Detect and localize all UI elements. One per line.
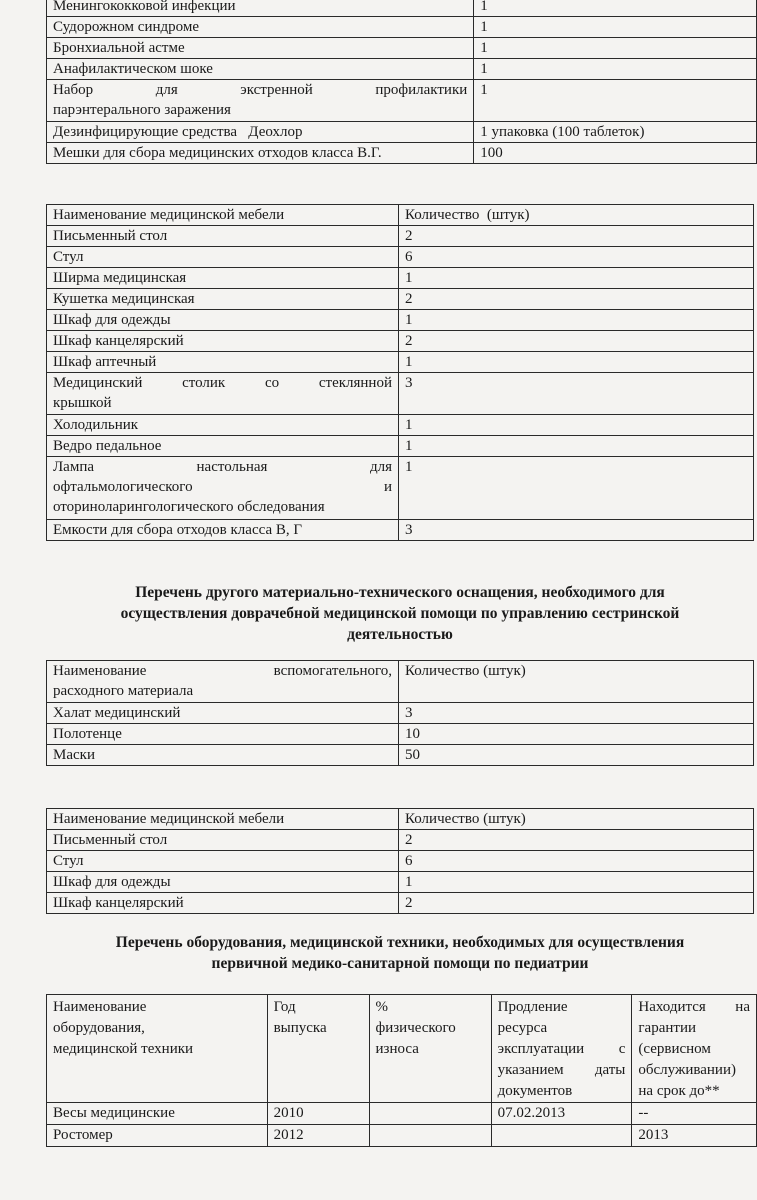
- table-row: [47, 226, 754, 247]
- header-cell: Количество (штук): [399, 205, 754, 226]
- cell-line: Лампа настольная для: [53, 459, 392, 475]
- cell: Мешки для сбора медицинских отходов класса В.Г.: [47, 143, 474, 164]
- table-row: [47, 310, 754, 331]
- cell: 1: [474, 80, 757, 122]
- cell: Холодильник: [47, 415, 399, 436]
- table-row: [47, 1103, 757, 1125]
- cell: 1: [474, 17, 757, 38]
- cell-line: эксплуатации с: [497, 1041, 626, 1057]
- cell: Бронхиальной астме: [47, 38, 474, 59]
- cell: Ширма медицинская: [47, 268, 399, 289]
- cell: 3: [399, 703, 754, 724]
- cell-line: Наименование: [53, 999, 147, 1015]
- cell: 10: [399, 724, 754, 745]
- cell: 2: [399, 226, 754, 247]
- table-row: [47, 247, 754, 268]
- cell: 6: [399, 851, 754, 872]
- header-cell: Наименование медицинской мебели: [47, 205, 399, 226]
- cell-line: %: [375, 999, 388, 1015]
- header-cell: [47, 995, 268, 1103]
- cell-line: физического: [375, 1020, 456, 1036]
- medical-furniture-table-2: [46, 808, 754, 914]
- emergency-kits-table: [46, 0, 757, 164]
- cell: [491, 1125, 632, 1147]
- cell: Шкаф для одежды: [47, 872, 399, 893]
- header-cell: Наименование медицинской мебели: [47, 809, 399, 830]
- table-row: [47, 59, 757, 80]
- cell-line: Год: [273, 999, 296, 1015]
- cell-line: износа: [375, 1041, 419, 1057]
- table-row: [47, 872, 754, 893]
- cell-line: гарантии: [638, 1020, 696, 1036]
- table-row: [47, 80, 757, 122]
- cell: 2013: [632, 1125, 757, 1147]
- cell: 1: [399, 268, 754, 289]
- table-row: [47, 830, 754, 851]
- table-row: [47, 520, 754, 541]
- cell: 2: [399, 893, 754, 914]
- cell-line: указанием даты: [497, 1062, 626, 1078]
- header-cell: [491, 995, 632, 1103]
- cell-line: Находится на: [638, 999, 750, 1015]
- cell: Полотенце: [47, 724, 399, 745]
- table-row: [47, 415, 754, 436]
- cell: Халат медицинский: [47, 703, 399, 724]
- cell: Шкаф канцелярский: [47, 893, 399, 914]
- heading-line: Перечень другого материально-технического оснащения, необходимого для: [135, 584, 665, 601]
- table-row: [47, 352, 754, 373]
- cell: 6: [399, 247, 754, 268]
- cell: Маски: [47, 745, 399, 766]
- cell: Письменный стол: [47, 226, 399, 247]
- cell: 1: [399, 310, 754, 331]
- cell: 1: [474, 59, 757, 80]
- cell: Весы медицинские: [47, 1103, 268, 1125]
- header-cell: Количество (штук): [399, 809, 754, 830]
- table-row: [47, 331, 754, 352]
- cell-line: документов: [497, 1083, 573, 1099]
- cell: Дезинфицирующие средства Деохлор: [47, 122, 474, 143]
- table-row: [47, 703, 754, 724]
- table-row: [47, 143, 757, 164]
- cell: 2012: [267, 1125, 369, 1147]
- heading-line: деятельностью: [347, 626, 453, 643]
- cell: 100: [474, 143, 757, 164]
- header-cell: [267, 995, 369, 1103]
- cell: Шкаф канцелярский: [47, 331, 399, 352]
- cell: 1: [399, 352, 754, 373]
- cell-line: Медицинский столик со стеклянной: [53, 375, 392, 391]
- cell: [369, 1103, 491, 1125]
- cell: 2010: [267, 1103, 369, 1125]
- cell: Стул: [47, 247, 399, 268]
- table-header-row: [47, 661, 754, 703]
- cell-line: Наименование вспомогательного,: [53, 663, 392, 679]
- cell: 1: [474, 0, 757, 17]
- cell: Судорожном синдроме: [47, 17, 474, 38]
- cell: 2: [399, 331, 754, 352]
- table-row: [47, 724, 754, 745]
- cell: Кушетка медицинская: [47, 289, 399, 310]
- cell-line: обслуживании): [638, 1062, 736, 1078]
- header-cell: [369, 995, 491, 1103]
- cell: 1: [399, 872, 754, 893]
- table-row: [47, 373, 754, 415]
- cell: 2: [399, 289, 754, 310]
- cell: Ведро педальное: [47, 436, 399, 457]
- cell: 2: [399, 830, 754, 851]
- table-row: [47, 745, 754, 766]
- heading-line: первичной медико-санитарной помощи по педиатрии: [211, 955, 589, 972]
- cell: 3: [399, 520, 754, 541]
- table-row: [47, 289, 754, 310]
- cell: Письменный стол: [47, 830, 399, 851]
- auxiliary-materials-table: [46, 660, 754, 766]
- table-row: [47, 457, 754, 520]
- cell: 50: [399, 745, 754, 766]
- cell: Анафилактическом шоке: [47, 59, 474, 80]
- cell: 1: [399, 457, 754, 520]
- table-header-row: [47, 809, 754, 830]
- cell: [47, 373, 399, 415]
- cell-line: (сервисном: [638, 1041, 711, 1057]
- cell: [369, 1125, 491, 1147]
- table-row: [47, 38, 757, 59]
- table-header-row: [47, 205, 754, 226]
- cell: Шкаф для одежды: [47, 310, 399, 331]
- cell-line: ресурса: [497, 1020, 548, 1036]
- cell: 3: [399, 373, 754, 415]
- cell: 07.02.2013: [491, 1103, 632, 1125]
- cell: 1: [474, 38, 757, 59]
- cell-line: Набор для экстренной профилактики: [53, 82, 468, 98]
- heading-line: Перечень оборудования, медицинской техники, необходимых для осуществления: [115, 934, 685, 951]
- cell: Менингококковой инфекции: [47, 0, 474, 17]
- cell: Емкости для сбора отходов класса В, Г: [47, 520, 399, 541]
- table-row: [47, 122, 757, 143]
- cell-line: офтальмологического и: [53, 479, 392, 495]
- header-cell: [632, 995, 757, 1103]
- header-cell: [47, 661, 399, 703]
- cell: 1: [399, 415, 754, 436]
- cell-line: оториноларингологического обследования: [53, 499, 325, 515]
- table-row: [47, 1125, 757, 1147]
- table-header-row: [47, 995, 757, 1103]
- cell-line: на срок до**: [638, 1083, 720, 1099]
- cell-line: оборудования,: [53, 1020, 145, 1036]
- cell-line: крышкой: [53, 395, 112, 411]
- cell: Шкаф аптечный: [47, 352, 399, 373]
- table-row: [47, 851, 754, 872]
- table-row: [47, 436, 754, 457]
- cell-line: выпуска: [273, 1020, 327, 1036]
- table-row: [47, 0, 757, 17]
- cell: 1: [399, 436, 754, 457]
- cell-line: парэнтерального заражения: [53, 102, 231, 118]
- cell: Стул: [47, 851, 399, 872]
- table-row: [47, 893, 754, 914]
- medical-furniture-table: [46, 204, 754, 541]
- cell-line: расходного материала: [53, 683, 194, 699]
- cell: 1 упаковка (100 таблеток): [474, 122, 757, 143]
- cell: Ростомер: [47, 1125, 268, 1147]
- section-heading: [40, 932, 757, 974]
- header-cell: Количество (штук): [399, 661, 754, 703]
- table-row: [47, 268, 754, 289]
- cell: [47, 457, 399, 520]
- cell-line: медицинской техники: [53, 1041, 194, 1057]
- table-row: [47, 17, 757, 38]
- cell: [47, 80, 474, 122]
- cell-line: Продление: [497, 999, 568, 1015]
- cell: --: [632, 1103, 757, 1125]
- section-heading: [40, 582, 757, 645]
- equipment-table: [46, 994, 757, 1147]
- heading-line: осуществления доврачебной медицинской помощи по управлению сестринской: [120, 605, 680, 622]
